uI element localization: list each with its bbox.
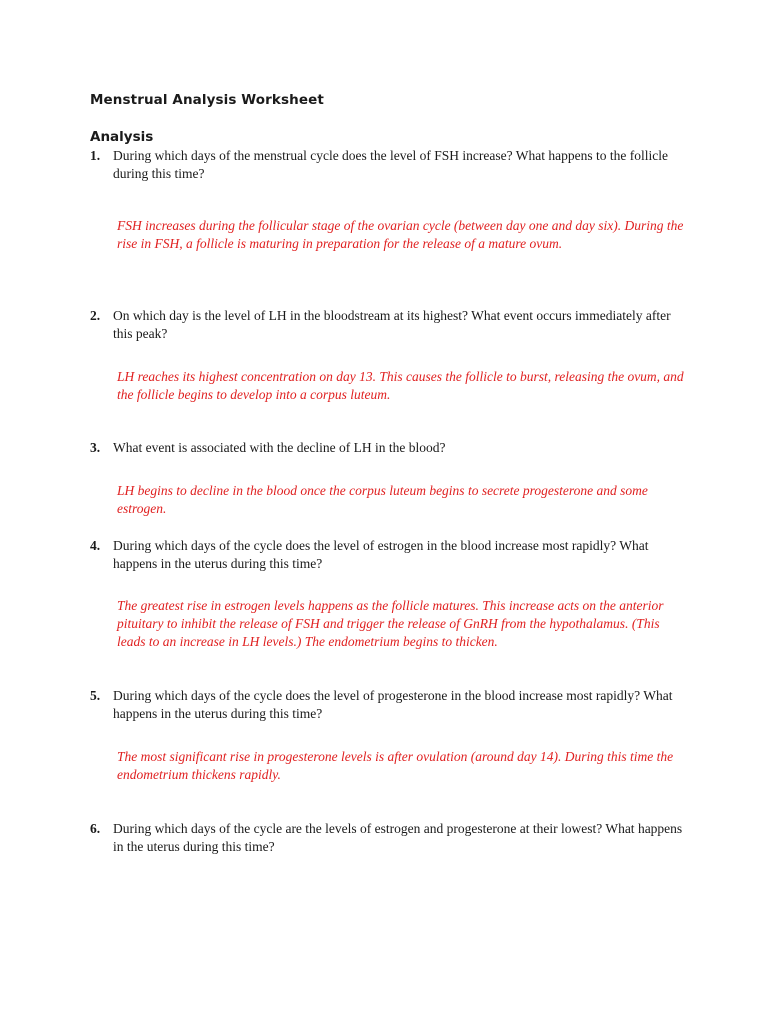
question-text: During which days of the menstrual cycle does the level of FSH increase? What happens to the follicle during this time? [113,148,668,181]
question-text: What event is associated with the decline of LH in the blood? [113,440,446,455]
question-2 [90,307,690,342]
answer-1: FSH increases during the follicular stage of the ovarian cycle (between day one and day six). During the rise in FSH, a follicle is maturing in preparation for the release of a mature ovum. [117,218,684,251]
answer-3: LH begins to decline in the blood once the corpus luteum begins to secrete progesterone and some estrogen. [117,483,648,516]
question-text: During which days of the cycle does the level of estrogen in the blood increase most rapidly? What happens in the uterus during this time? [113,538,649,571]
question-number: 2. [90,308,101,323]
question-3 [90,439,690,457]
question-number: 3. [90,440,101,455]
page-title: Menstrual Analysis Worksheet [90,92,324,108]
question-1 [90,147,690,182]
question-number: 1. [90,148,101,163]
question-text: During which days of the cycle are the levels of estrogen and progesterone at their lowest? What happens in the uterus during this time? [113,821,683,854]
section-heading: Analysis [90,129,154,145]
question-number: 5. [90,688,101,703]
answer-2: LH reaches its highest concentration on day 13. This causes the follicle to burst, releasing the ovum, and the follicle begins to develop into a corpus luteum. [117,369,684,402]
answer-5: The most significant rise in progesterone levels is after ovulation (around day 14). During this time the endometrium thickens rapidly. [117,749,674,782]
question-text: During which days of the cycle does the level of progesterone in the blood increase most rapidly? What happens in the uterus during this time? [113,688,673,721]
question-number: 4. [90,538,101,553]
question-number: 6. [90,821,101,836]
question-4 [90,537,690,572]
question-6 [90,820,690,855]
question-5 [90,687,690,722]
answer-4: The greatest rise in estrogen levels happens as the follicle matures. This increase acts on the anterior pituitary to inhibit the release of FSH and trigger the release of GnRH from the hypothalamus. (This leads to an increase in LH levels.) The endometrium begins to thicken. [117,598,664,649]
question-text: On which day is the level of LH in the bloodstream at its highest? What event occurs immediately after this peak? [113,308,671,341]
